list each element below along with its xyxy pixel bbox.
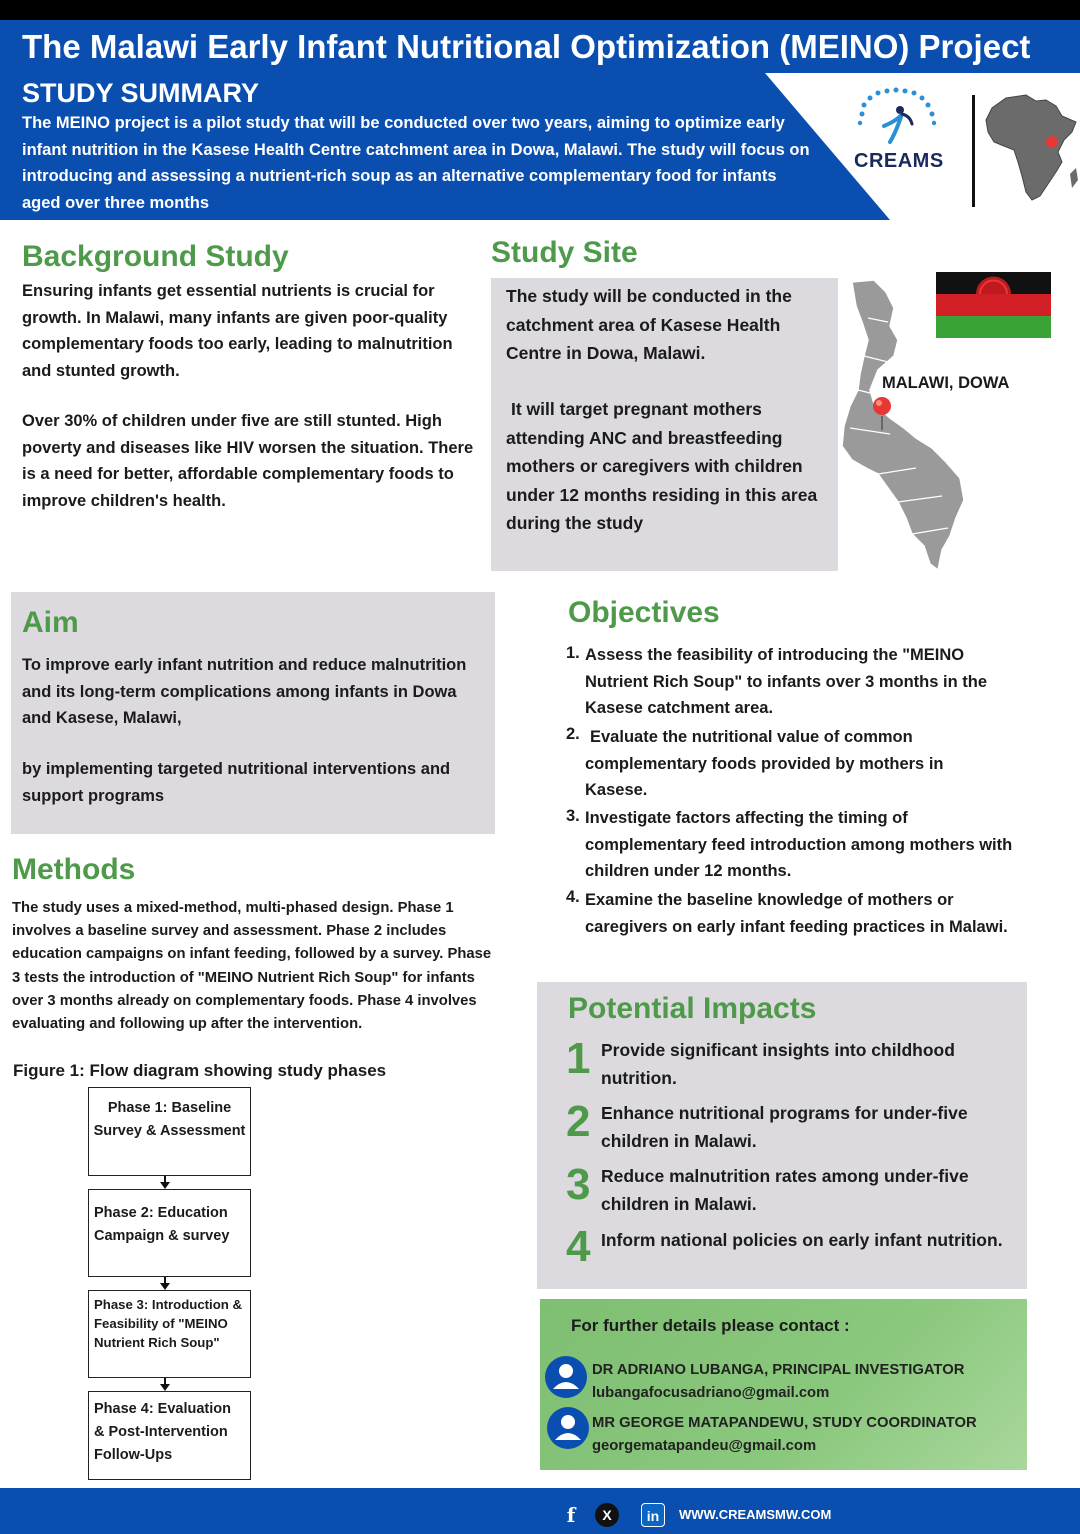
objective-number: 2. [566,725,580,743]
flow-phase-4-label: Phase 4: Evaluation & Post-Intervention Follow-Ups [94,1401,231,1463]
background-paragraph-2: Over 30% of children under five are still stunted. High poverty and diseases like HIV worsen the situation. There is a need for better, affordable complementary foods to improve children's health. [22,412,474,510]
impact-text: Inform national policies on early infant nutrition. [601,1230,1003,1250]
flow-phase-3-label: Phase 3: Introduction & Feasibility of "MEINO Nutrient Rich Soup" [94,1297,243,1350]
impact-text: Reduce malnutrition rates among under-five children in Malawi. [601,1166,969,1214]
objective-text: Evaluate the nutritional value of common complementary foods provided by mothers in Kasese. [585,728,944,799]
impact-text: Provide significant insights into childhood nutrition. [601,1040,955,1088]
creams-logo-text: CREAMS [854,150,944,172]
flow-phase-2-box [88,1189,251,1277]
methods-heading: Methods [12,853,136,886]
person-icon [544,1355,588,1399]
map-location-label: MALAWI, DOWA [882,374,1010,392]
objectives-heading: Objectives [568,596,720,629]
objective-text: Investigate factors affecting the timing of complementary feed introduction among mothers with children under 12 months. [585,809,1013,880]
impact-text: Enhance nutritional programs for under-five children in Malawi. [601,1103,968,1151]
background-heading: Background Study [22,240,289,273]
africa-map-icon [984,92,1080,204]
figure-caption: Figure 1: Flow diagram showing study phases [13,1061,387,1080]
flow-arrow-icon [158,1277,172,1291]
flow-phase-4-box [88,1391,251,1480]
aim-paragraph-1: To improve early infant nutrition and reduce malnutrition and its long-term complications among infants in Dowa and Kasese, Malawi, [22,656,467,727]
x-twitter-icon[interactable]: X [595,1503,619,1527]
flow-phase-1-box [88,1087,251,1176]
person-icon [546,1406,590,1450]
footer-bar [0,1488,1080,1534]
creams-logo-icon [852,86,942,146]
methods-text: The study uses a mixed-method, multi-phased design. Phase 1 involves a baseline survey and assessment. Phase 2 includes education campaigns on infant feeding, followed by a survey. Phase 3 tests the introduction of "MEINO Nutrient Rich Soup" for infants over 3 months already on complementary foods. Phase 4 involves evaluating and following up after the intervention. [12,900,492,1033]
study-summary-heading: STUDY SUMMARY [22,78,260,108]
flow-phase-3-box [88,1290,251,1378]
study-summary-text: The MEINO project is a pilot study that will be conducted over two years, aiming to optimize early infant nutrition in the Kasese Health Centre catchment area in Dowa, Malawi. The study will focus on introducing and assessing a nutrient-rich soup as an alternative complementary food for infants aged over three months [22,114,810,212]
flow-phase-1-label: Phase 1: Baseline Survey & Assessment [93,1100,246,1139]
contact-heading: For further details please contact : [571,1316,850,1335]
study-site-paragraph-1: The study will be conducted in the catchment area of Kasese Health Centre in Dowa, Malawi. [506,286,792,363]
contact-name: DR ADRIANO LUBANGA, PRINCIPAL INVESTIGATOR [592,1362,965,1378]
objective-number: 3. [566,807,580,825]
impact-number: 4 [566,1222,591,1271]
contact-email[interactable]: lubangafocusadriano@gmail.com [592,1385,830,1401]
flow-arrow-icon [158,1176,172,1190]
aim-paragraph-2: by implementing targeted nutritional interventions and support programs [22,760,451,805]
page-title: The Malawi Early Infant Nutritional Optimization (MEINO) Project [22,28,1031,65]
impacts-heading: Potential Impacts [568,992,817,1025]
facebook-icon[interactable]: f [559,1503,583,1527]
flow-arrow-icon [158,1378,172,1392]
flow-phase-2-label: Phase 2: Education Campaign & survey [94,1205,230,1244]
study-site-heading: Study Site [491,236,638,269]
objective-number: 4. [566,888,580,906]
linkedin-icon[interactable]: in [641,1503,665,1527]
objective-number: 1. [566,644,580,662]
impact-number: 3 [566,1160,591,1209]
background-paragraph-1: Ensuring infants get essential nutrients is crucial for growth. In Malawi, many infants are given poor-quality complementary foods too early, leading to malnutrition and stunted growth. [22,282,453,380]
contact-name: MR GEORGE MATAPANDEWU, STUDY COORDINATOR [592,1415,977,1431]
objective-text: Examine the baseline knowledge of mothers or caregivers on early infant feeding practices in Malawi. [585,891,1008,936]
objective-text: Assess the feasibility of introducing the "MEINO Nutrient Rich Soup" to infants over 3 months in the Kasese catchment area. [585,646,988,717]
logo-divider [972,95,975,207]
impact-number: 2 [566,1097,591,1146]
malawi-flag-icon [936,272,1051,338]
study-site-paragraph-2: It will target pregnant mothers attending ANC and breastfeeding mothers or caregivers with children under 12 months residing in this area during the study [506,399,818,533]
website-link[interactable]: WWW.CREAMSMW.COM [679,1507,832,1522]
aim-heading: Aim [22,606,79,639]
top-black-bar [0,0,1080,20]
impact-number: 1 [566,1034,591,1083]
contact-email[interactable]: georgematapandeu@gmail.com [592,1438,817,1454]
